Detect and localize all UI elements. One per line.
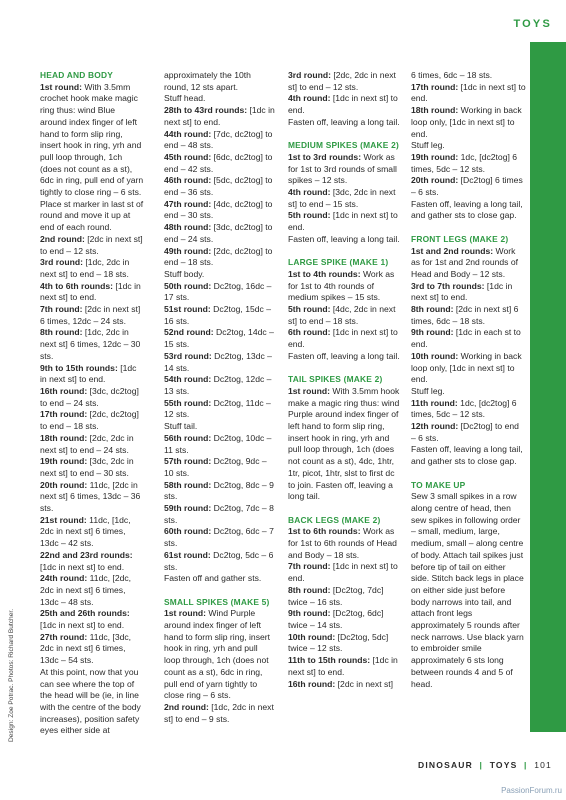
instruction-text: [1dc in next st] to end. [288,655,398,677]
round-label: 1st and 2nd rounds: [411,245,494,256]
instruction-line [288,269,400,304]
instruction-line [288,526,400,561]
round-label: 2nd round: [164,701,209,712]
instruction-line [164,503,276,526]
round-label: 3rd to 7th rounds: [411,280,485,291]
instruction-text: Dc2tog, 15dc – 16 sts. [164,304,271,326]
instruction-line [288,70,400,93]
instruction-text: [1dc in next st] to end. [40,280,141,303]
instruction-line [288,210,400,233]
instruction-line [164,269,276,281]
pattern-column-2 [164,70,276,725]
instruction-line [411,398,526,421]
instruction-line [288,117,400,129]
round-label: 19th round: [40,456,88,467]
instruction-line [288,561,400,584]
instruction-line [411,421,526,444]
footer-separator: | [524,760,528,770]
instruction-line [40,480,144,515]
instruction-text: Working in back loop only, [1dc in next st] to end. [411,105,522,139]
photo-credit: Design: Zoe Potrac. Photos: Richard Butcher. [8,608,15,742]
instruction-text: Dc2tog, 5dc – 6 sts. [164,549,274,572]
instruction-text: Dc2tog, 6dc – 7 sts. [164,526,274,549]
round-label: 1st to 4th rounds: [288,268,361,279]
instruction-line [288,386,400,503]
round-label: 1st to 3rd rounds: [288,151,362,162]
instruction-text: [3dc, 2dc in next st] to end – 30 sts. [40,456,134,478]
round-label: 16th round: [40,385,88,396]
instruction-text: [1dc in next st] to end. [164,105,275,127]
instruction-line [288,632,400,655]
round-label: 47th round: [164,198,212,209]
instruction-line [288,234,400,246]
instruction-text: Place st marker in last st of round and move it up at end of each round. [40,198,144,233]
section-title: TOYS [513,18,552,30]
spacer [288,246,400,258]
instruction-line [40,82,144,199]
instruction-text: Dc2tog, 12dc – 13 sts. [164,374,272,396]
round-label: 5th round: [288,210,331,221]
instruction-text: [2dc, dc2tog] to end – 18 sts. [40,409,139,432]
instruction-text: [1dc in next st] to end. [411,81,526,104]
instruction-text: 11dc, [2dc in next st] 6 times, 13dc – 36 sts. [40,479,141,514]
round-label: 3rd round: [40,257,83,268]
instruction-line [288,608,400,631]
round-label: 4th round: [288,93,331,104]
round-label: 1st round: [288,385,331,396]
instruction-line [164,351,276,374]
round-label: 9th round: [288,608,331,619]
section-heading: HEAD AND BODY [40,70,114,80]
instruction-text: Dc2tog, 16dc – 17 sts. [164,280,272,303]
instruction-line [164,152,276,175]
page-footer [418,760,552,770]
round-label: 54th round: [164,374,212,385]
pattern-column-3 [288,70,400,690]
instruction-line [288,655,400,678]
round-label: 27th round: [40,631,88,642]
round-label: 10th round: [288,631,336,642]
instruction-line [411,327,526,350]
instruction-line [40,608,144,631]
instruction-line [411,246,526,281]
instruction-line [164,573,276,585]
round-label: 4th round: [288,187,331,198]
round-label: 49th round: [164,245,212,256]
section-heading: FRONT LEGS (MAKE 2) [411,233,509,244]
instruction-line [164,702,276,725]
round-label: 17th round: [40,409,88,420]
round-label: 48th round: [164,222,212,233]
instruction-text: approximately the 10th round, 12 sts apart. [164,70,251,92]
instruction-text: Dc2tog, 14dc – 15 sts. [164,327,274,350]
instruction-line [164,93,276,105]
instruction-text: [1dc in each st to end. [411,327,521,350]
instruction-text: [2dc in next st] to end – 12 sts. [40,233,143,256]
instruction-line [164,480,276,503]
instruction-line [164,327,276,350]
instruction-text: Dc2tog, 8dc – 9 sts. [164,479,274,502]
instruction-text: Fasten off, leaving a long tail, and gather sts to close gap. [411,198,523,221]
instruction-line [40,515,144,550]
instruction-text: [2dc in next st] 6 times, 6dc – 18 sts. [411,304,519,326]
instruction-text: [1dc in next st] to end. [288,327,398,350]
instruction-line [164,175,276,198]
instruction-text: [1dc, 2dc in next st] to end – 9 sts. [164,701,274,724]
instruction-line [40,550,144,573]
round-label: 5th round: [288,304,331,315]
section-color-bar [530,42,566,732]
instruction-line [40,573,144,608]
instruction-line [288,152,400,187]
instruction-line [164,526,276,549]
instruction-text: [1dc, 2dc in next st] 6 times, 12dc – 30 sts. [40,327,141,361]
footer-title: DINOSAUR [418,760,473,770]
instruction-text: [4dc, dc2tog] to end – 30 sts. [164,198,273,221]
instruction-line [411,82,526,105]
round-label: 7th round: [40,304,83,315]
round-label: 59th round: [164,503,212,514]
instruction-text: [Dc2tog, 6dc] twice – 14 sts. [288,608,384,630]
round-label: 3rd round: [288,70,331,80]
instruction-text: At this point, now that you can see where the top of the head will be (ie, in line with the centre of the body increases), position safety eyes either side at [40,666,141,736]
instruction-text: [3dc, dc2tog] to end – 24 sts. [164,222,273,244]
round-label: 6th round: [288,327,331,338]
instruction-text: [1dc in next st] to end. [40,620,125,631]
round-label: 21st round: [40,514,87,525]
instruction-text: [Dc2tog, 5dc] twice – 12 sts. [288,631,389,654]
instruction-line [411,140,526,152]
round-label: 11th round: [411,397,458,408]
instruction-line [288,327,400,350]
round-label: 17th round: [411,81,459,92]
round-label: 60th round: [164,526,212,537]
instruction-text: Fasten off and gather sts. [164,573,262,584]
instruction-line [288,187,400,210]
instruction-text: [7dc, dc2tog] to end – 48 sts. [164,128,273,151]
round-label: 52nd round: [164,327,214,338]
section-heading: SMALL SPIKES (MAKE 5) [164,596,270,607]
pattern-column-4 [411,70,526,690]
instruction-line [40,433,144,456]
instruction-line [40,667,144,737]
instruction-text: With 3.5mm hook make a magic ring thus: wind Purple around index finger of left hand to form slip ring, insert hook in ring, yrh and pull loop through, 1ch (does not count as a st), 4dc, 1htr, 1tr, picot, 1htr, slst to first dc to join. Fasten off, leaving a long tail. [288,385,400,502]
round-label: 28th to 43rd rounds: [164,105,248,116]
instruction-line [40,234,144,257]
spacer [164,585,276,597]
instruction-line [411,386,526,398]
instruction-text: Work as for 1st to 4th rounds of medium spikes – 15 sts. [288,268,395,303]
footer-separator: | [479,760,484,770]
round-label: 24th round: [40,573,88,584]
instruction-line [164,456,276,479]
instruction-text: Work as for 1st and 2nd rounds of Head and Body – 12 sts. [411,245,519,279]
round-label: 44th round: [164,128,212,139]
round-label: 1st to 6th rounds: [288,526,361,537]
instruction-text: [1dc, 2dc in next st] to end – 18 sts. [40,257,130,279]
instruction-line [164,129,276,152]
instruction-text: Dc2tog, 10dc – 11 sts. [164,432,272,455]
round-label: 16th round: [288,678,336,689]
instruction-text: Dc2tog, 11dc – 12 sts. [164,397,271,420]
instruction-text: Stuff body. [164,268,205,279]
instruction-text: Stuff head. [164,93,206,104]
instruction-text: [1dc in next st] to end. [288,210,398,233]
instruction-text: [Dc2tog] to end – 6 sts. [411,421,519,443]
instruction-line [288,679,400,691]
instruction-text: [5dc, dc2tog] to end – 36 sts. [164,175,273,198]
instruction-line [40,632,144,667]
round-label: 1st round: [40,81,83,92]
instruction-text: [2dc in next st] 6 times, 12dc – 24 sts. [40,304,141,326]
instruction-text: [2dc, dc2tog] to end – 18 sts. [164,245,273,268]
instruction-text: Working in back loop only, [1dc in next st] to end. [411,350,522,385]
round-label: 4th to 6th rounds: [40,280,114,291]
round-label: 20th round: [40,479,88,490]
instruction-text: Dc2tog, 9dc – 10 sts. [164,456,267,478]
instruction-text: Work as for 1st to 6th rounds of Head and Body – 18 sts. [288,526,397,560]
instruction-line [411,304,526,327]
instruction-text: 1dc, [dc2tog] 6 times, 5dc – 12 sts. [411,151,518,174]
instruction-line [164,374,276,397]
instruction-line [164,433,276,456]
instruction-line [40,281,144,304]
page-number: 101 [534,760,552,770]
instruction-line [288,304,400,327]
watermark: PassionForum.ru [501,786,562,795]
instruction-text: [2dc in next st] [335,678,394,689]
instruction-text: [1dc in next st] to end. [288,93,398,116]
spacer [411,222,526,234]
instruction-text: Wind Purple around index finger of left hand to form slip ring, insert hook in ring, yrh and pull loop through, 1ch (does not count as a st), 6dc in ring, pull end of yarn tightly to close ring – 6 sts. [164,608,271,701]
instruction-text: Fasten off, leaving a long tail. [288,116,400,127]
instruction-text: [1dc in next st] to end. [411,280,513,303]
instruction-line [164,421,276,433]
round-label: 9th to 15th rounds: [40,362,118,373]
instruction-text: Fasten off, leaving a long tail, and gather sts to close gap. [411,444,523,467]
instruction-line [164,246,276,269]
section-heading: TO MAKE UP [411,479,466,490]
instruction-text: [Dc2tog] 6 times – 6 sts. [411,175,523,198]
instruction-line [411,281,526,304]
instruction-line [411,444,526,467]
instruction-line [288,351,400,363]
instruction-text: [1dc in next st] to end. [40,561,125,572]
instruction-text: Stuff leg. [411,140,445,151]
instruction-line [411,199,526,222]
instruction-line [164,608,276,702]
round-label: 2nd round: [40,233,85,244]
instruction-line [40,363,144,386]
instruction-line [411,70,526,82]
round-label: 19th round: [411,151,459,162]
pattern-column-1 [40,70,144,737]
instruction-line [288,585,400,608]
section-heading: TAIL SPIKES (MAKE 2) [288,374,383,385]
instruction-text: 11dc, [1dc, 2dc in next st] 6 times, 13dc – 42 sts. [40,514,131,549]
round-label: 8th round: [40,327,83,338]
instruction-text: [2dc, 2dc in next st] to end – 12 sts. [288,70,396,92]
instruction-text: 11dc, [2dc, 2dc in next st] 6 times, 13dc – 48 sts. [40,573,132,607]
round-label: 25th and 26th rounds: [40,608,130,619]
instruction-line [40,199,144,234]
instruction-line [288,93,400,116]
instruction-text: [Dc2tog, 7dc] twice – 16 sts. [288,584,384,607]
instruction-line [164,199,276,222]
round-label: 20th round: [411,175,459,186]
instruction-line [411,105,526,140]
round-label: 53rd round: [164,350,212,361]
round-label: 46th round: [164,175,212,186]
section-heading: BACK LEGS (MAKE 2) [288,514,381,525]
round-label: 8th round: [288,584,331,595]
instruction-text: 11dc, [3dc, 2dc in next st] 6 times, 13dc – 54 sts. [40,631,132,666]
instruction-text: [2dc, 2dc in next st] to end – 24 sts. [40,432,134,455]
instruction-line [40,257,144,280]
round-label: 22nd and 23rd rounds: [40,549,133,560]
instruction-text: With 3.5mm crochet hook make magic ring thus: wind Blue around index finger of left hand to form slip ring, insert hook in ring, yrh and pull loop through, 1ch (does not count as a st), 6dc in ring, pull end of yarn tightly to close ring – 6 sts. [40,81,144,198]
instruction-line [411,491,526,690]
round-label: 61st round: [164,549,211,560]
instruction-line [40,409,144,432]
instruction-line [40,304,144,327]
round-label: 10th round: [411,350,459,361]
section-heading: MEDIUM SPIKES (MAKE 2) [288,140,399,151]
spacer [288,503,400,515]
instruction-line [164,105,276,128]
instruction-line [411,175,526,198]
round-label: 18th round: [411,105,459,116]
round-label: 12th round: [411,421,459,432]
round-label: 55th round: [164,397,212,408]
round-label: 8th round: [411,304,454,315]
round-label: 58th round: [164,479,212,490]
instruction-line [40,456,144,479]
instruction-line [164,398,276,421]
section-heading: LARGE SPIKE (MAKE 1) [288,257,389,268]
instruction-text: Dc2tog, 13dc – 14 sts. [164,350,272,373]
instruction-text: [1dc in next st] to end. [288,561,398,584]
instruction-line [164,281,276,304]
instruction-text: [3dc, dc2tog] to end – 24 sts. [40,385,139,408]
instruction-line [164,550,276,573]
instruction-text: Fasten off, leaving a long tail. [288,350,400,361]
round-label: 9th round: [411,327,454,338]
round-label: 45th round: [164,151,212,162]
instruction-text: 1dc, [dc2tog] 6 times, 5dc – 12 sts. [411,397,517,420]
instruction-text: 6 times, 6dc – 18 sts. [411,70,493,80]
instruction-text: Sew 3 small spikes in a row along centre of head, then sew spikes in following order – small, medium, large, medium, small – along centre of body. Attach tail spikes just before tip of tail on either side. Stitch back legs in place on either side just before body narrows into tail, and attach front legs approximately 5 rounds after neck narrows. Use black yarn to embroider smile approximately 6 sts long between rounds 4 and 5 of head. [411,491,524,689]
instruction-text: Stuff leg. [411,385,445,396]
instruction-line [40,327,144,362]
instruction-line [164,70,276,93]
round-label: 50th round: [164,280,212,291]
instruction-line [411,351,526,386]
round-label: 7th round: [288,561,331,572]
footer-section: TOYS [489,760,518,770]
round-label: 18th round: [40,432,88,443]
round-label: 51st round: [164,304,211,315]
instruction-line [40,386,144,409]
instruction-text: Fasten off, leaving a long tail. [288,233,400,244]
instruction-text: [6dc, dc2tog] to end – 42 sts. [164,151,273,174]
instruction-line [164,304,276,327]
instruction-text: Dc2tog, 7dc – 8 sts. [164,503,274,525]
instruction-text: [4dc, 2dc in next st] to end – 18 sts. [288,304,396,326]
round-label: 57th round: [164,456,212,467]
round-label: 56th round: [164,432,212,443]
instruction-line [164,222,276,245]
instruction-text: Stuff tail. [164,421,198,432]
instruction-text: [1dc in next st] to end. [40,362,137,385]
instruction-text: [3dc, 2dc in next st] to end – 15 sts. [288,187,396,209]
spacer [411,468,526,480]
round-label: 11th to 15th rounds: [288,655,371,666]
instruction-text: Work as for 1st to 3rd rounds of small spikes – 12 sts. [288,151,397,186]
instruction-line [411,152,526,175]
round-label: 1st round: [164,608,207,619]
spacer [288,363,400,375]
spacer [288,129,400,141]
